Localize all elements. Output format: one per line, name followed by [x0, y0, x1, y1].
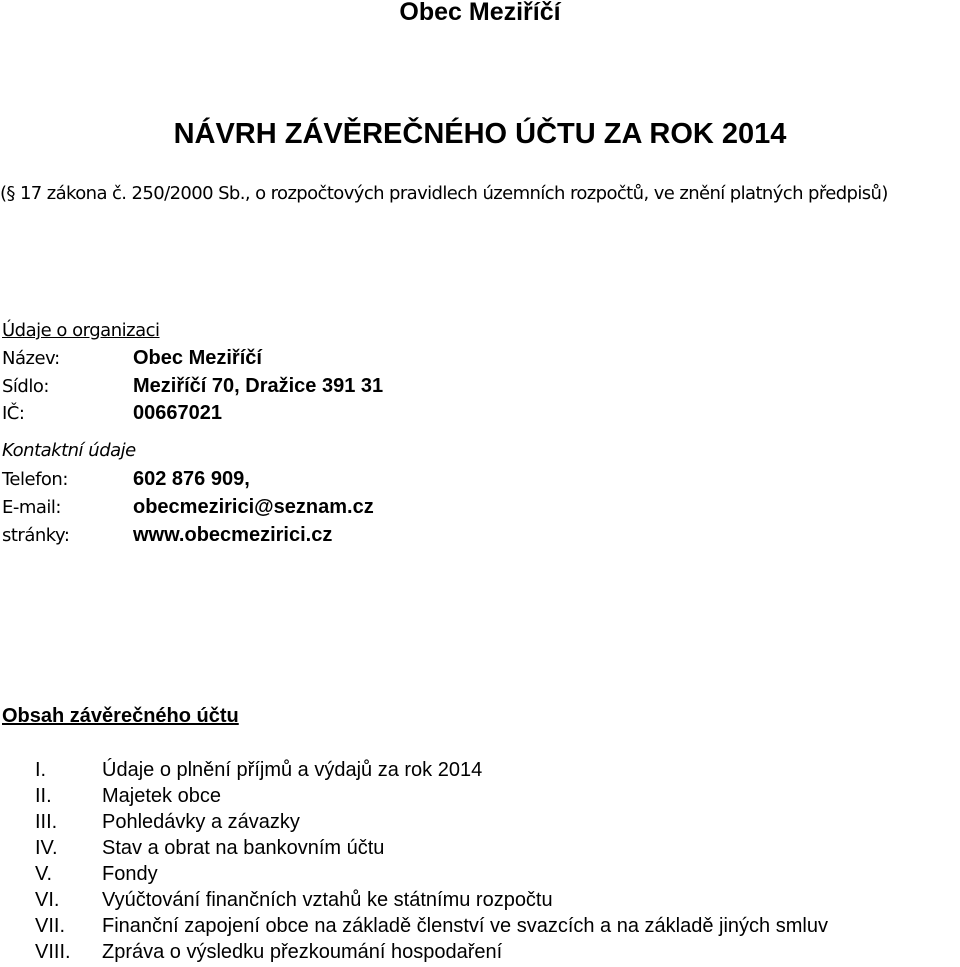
name-value: Obec Meziříčí: [133, 347, 262, 369]
email-value[interactable]: obecmezirici@seznam.cz: [133, 496, 374, 518]
list-item-number: II.: [35, 785, 52, 807]
list-item-text: Stav a obrat na bankovním účtu: [102, 837, 385, 859]
document-title: NÁVRH ZÁVĚREČNÉHO ÚČTU ZA ROK 2014: [173, 118, 787, 150]
header-title: Obec Meziříčí: [399, 0, 561, 26]
list-item-number: VI.: [35, 889, 60, 911]
id-value: 00667021: [133, 402, 222, 424]
email-label: E-mail:: [2, 497, 61, 518]
web-label: stránky:: [2, 525, 70, 546]
list-item-number: V.: [35, 863, 53, 885]
contact-heading: Kontaktní údaje: [2, 440, 136, 461]
phone-label: Telefon:: [2, 469, 68, 490]
list-item-text: Údaje o plnění příjmů a výdajů za rok 2014: [102, 759, 483, 781]
name-label: Název:: [2, 348, 60, 369]
id-label: IČ:: [2, 403, 25, 424]
organization-heading: Údaje o organizaci: [2, 320, 160, 341]
contents-heading: Obsah závěrečného účtu: [2, 705, 239, 727]
list-item-text: Pohledávky a závazky: [102, 811, 300, 833]
list-item-text: Finanční zapojení obce na základě členství ve svazcích a na základě jiných smluv: [102, 915, 828, 937]
list-item-text: Majetek obce: [102, 785, 221, 807]
list-item-number: IV.: [35, 837, 58, 859]
document-subtitle: (§ 17 zákona č. 250/2000 Sb., o rozpočtových pravidlech územních rozpočtů, ve znění platných předpisů): [0, 183, 888, 204]
seat-label: Sídlo:: [2, 376, 49, 397]
list-item-number: III.: [35, 811, 58, 833]
list-item-text: Zpráva o výsledku přezkoumání hospodaření: [102, 941, 503, 963]
list-item-number: I.: [35, 759, 47, 781]
web-value[interactable]: www.obecmezirici.cz: [133, 524, 333, 546]
list-item-number: VIII.: [35, 941, 71, 963]
seat-value: Meziříčí 70, Dražice 391 31: [133, 375, 384, 397]
list-item-text: Fondy: [102, 863, 158, 885]
list-item-text: Vyúčtování finančních vztahů ke státnímu rozpočtu: [102, 889, 553, 911]
phone-value: 602 876 909,: [133, 468, 250, 490]
list-item-number: VII.: [35, 915, 66, 937]
